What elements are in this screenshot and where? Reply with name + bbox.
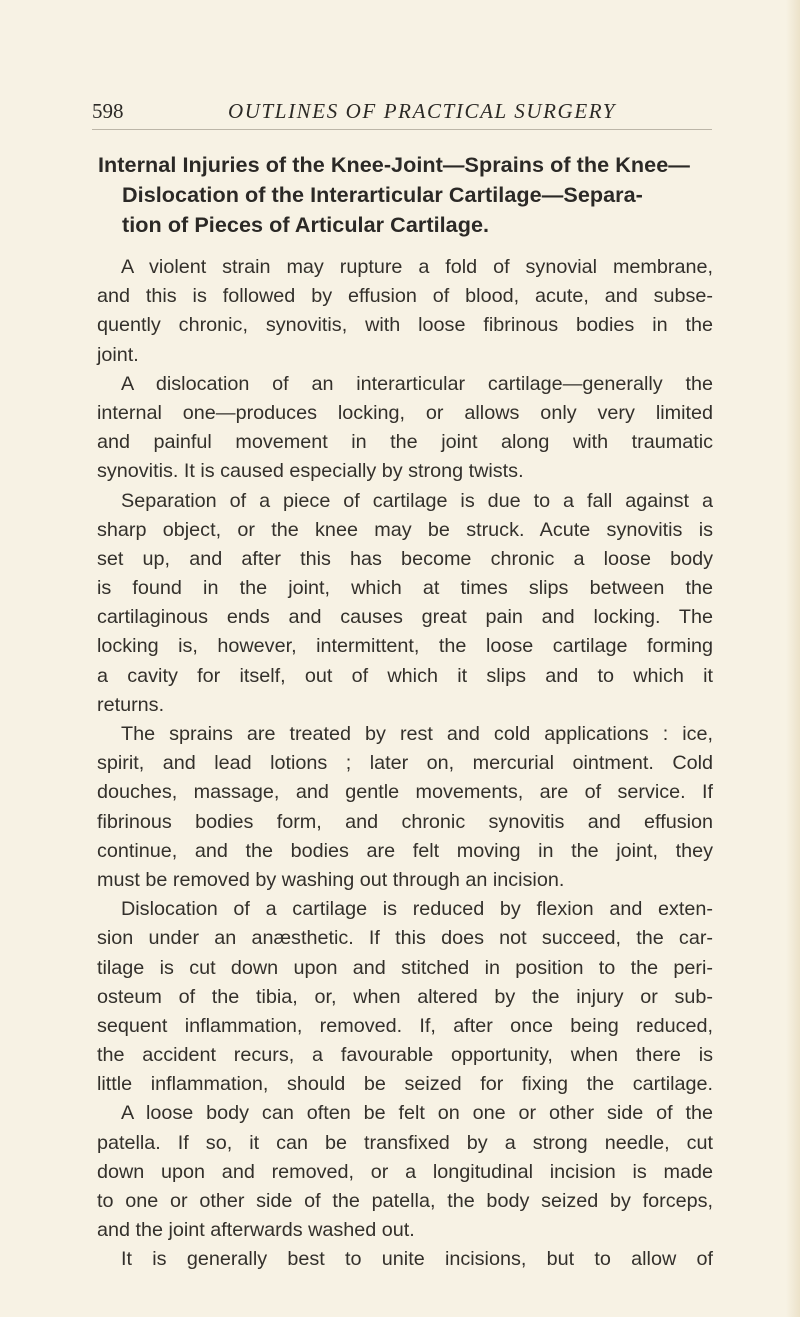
heading-line: tion of Pieces of Articular Cartilage. — [122, 212, 490, 237]
page-number: 598 — [92, 99, 124, 123]
text-line: must be removed by washing out through an incision. — [97, 868, 565, 891]
text-line: joint. — [97, 343, 139, 366]
text-line: and the joint afterwards washed out. — [97, 1219, 415, 1242]
text-line: Dislocation of a cartilage is reduced by flexion and exten- — [121, 898, 713, 921]
text-line: tilage is cut down upon and stitched in position to the peri- — [97, 956, 713, 979]
heading-line: Internal Injuries of the Knee-Joint—Sprains of the Knee— — [98, 152, 690, 177]
text-line: Separation of a piece of cartilage is due to a fall against a — [121, 489, 713, 512]
text-line: is found in the joint, which at times slips between the — [97, 577, 713, 600]
heading-line: Dislocation of the Interarticular Cartilage—Separa- — [122, 182, 643, 207]
text-line: returns. — [97, 693, 165, 716]
text-line: continue, and the bodies are felt moving in the joint, they — [97, 839, 713, 862]
text-line: the accident recurs, a favourable opportunity, when there is — [97, 1044, 713, 1067]
text-line: spirit, and lead lotions ; later on, mercurial ointment. Cold — [97, 752, 713, 775]
text-line: little inflammation, should be seized for fixing the cartilage. — [97, 1073, 713, 1096]
text-line: locking is, however, intermittent, the loose cartilage forming — [97, 635, 713, 658]
text-line: patella. If so, it can be transfixed by a strong needle, cut — [97, 1131, 713, 1154]
text-line: down upon and removed, or a longitudinal incision is made — [97, 1160, 713, 1183]
text-line: sion under an anæsthetic. If this does not succeed, the car- — [97, 927, 713, 950]
text-line: It is generally best to unite incisions, but to allow of — [121, 1248, 713, 1271]
running-head — [92, 96, 712, 126]
text-line: a cavity for itself, out of which it slips and to which it — [97, 664, 713, 687]
section-heading — [98, 150, 710, 240]
text-line: The sprains are treated by rest and cold applications : ice, — [121, 723, 713, 745]
text-line: to one or other side of the patella, the body seized by forceps, — [97, 1190, 713, 1212]
text-line: cartilaginous ends and causes great pain and locking. The — [97, 606, 713, 629]
body-text — [97, 253, 713, 1275]
running-title: OUTLINES OF PRACTICAL SURGERY — [228, 99, 617, 123]
text-line: A dislocation of an interarticular cartilage—generally the — [121, 372, 713, 395]
text-line: sharp object, or the knee may be struck. Acute synovitis is — [97, 518, 713, 541]
text-line: A violent strain may rupture a fold of synovial membrane, — [121, 256, 713, 278]
text-line: synovitis. It is caused especially by strong twists. — [97, 460, 524, 483]
text-line: internal one—produces locking, or allows only very limited — [97, 401, 713, 424]
text-line: osteum of the tibia, or, when altered by the injury or sub- — [97, 985, 713, 1008]
text-line: set up, and after this has become chronic a loose body — [97, 547, 713, 570]
text-line: sequent inflammation, removed. If, after once being reduced, — [97, 1014, 713, 1037]
text-line: douches, massage, and gentle movements, are of service. If — [97, 781, 713, 804]
text-line: quently chronic, synovitis, with loose fibrinous bodies in the — [97, 314, 713, 337]
header-rule — [92, 129, 712, 130]
text-line: and painful movement in the joint along with traumatic — [97, 431, 713, 454]
text-line: A loose body can often be felt on one or other side of the — [121, 1102, 713, 1125]
text-line: and this is followed by effusion of blood, acute, and subse- — [97, 285, 713, 308]
page-edge-shading — [786, 0, 800, 1317]
text-line: fibrinous bodies form, and chronic synovitis and effusion — [97, 810, 713, 833]
